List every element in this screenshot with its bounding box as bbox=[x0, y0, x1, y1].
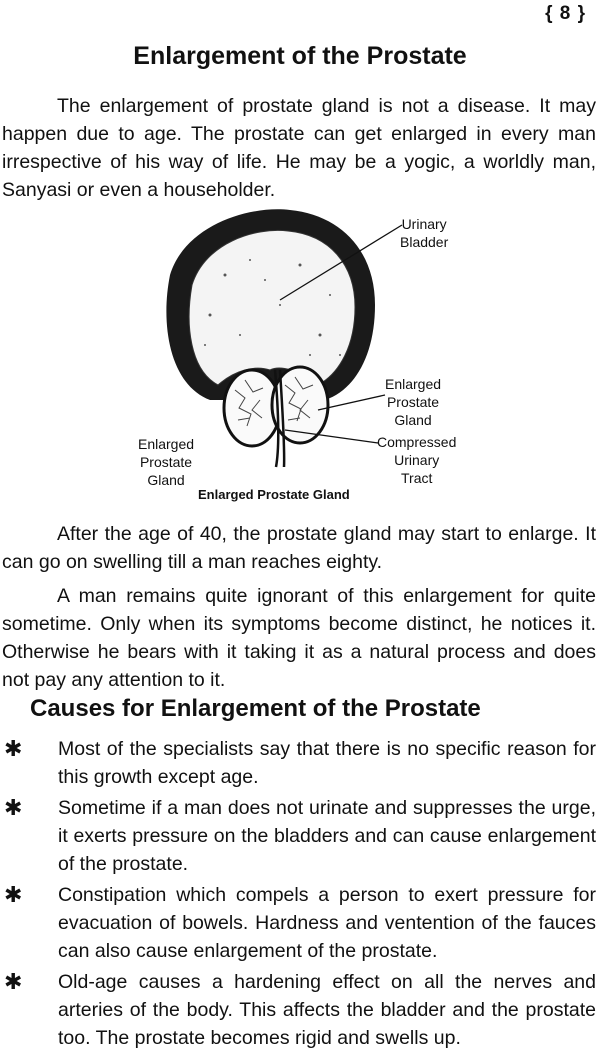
prostate-diagram bbox=[130, 205, 480, 510]
figure-caption: Enlarged Prostate Gland bbox=[198, 487, 350, 502]
label-line: Prostate bbox=[139, 454, 193, 470]
label-line: Prostate bbox=[386, 394, 440, 410]
list-item bbox=[0, 735, 600, 791]
label-line: Tract bbox=[401, 470, 433, 486]
label-enlarged-gland-right bbox=[385, 375, 441, 429]
label-line: Urinary bbox=[401, 216, 447, 232]
label-line: Enlarged bbox=[385, 376, 442, 392]
label-enlarged-gland-left bbox=[138, 435, 194, 489]
page-number: { 8 } bbox=[545, 3, 586, 24]
bladder-cavity bbox=[189, 230, 355, 385]
label-line: Enlarged bbox=[138, 436, 195, 452]
list-item bbox=[0, 968, 600, 1052]
list-item bbox=[0, 794, 600, 878]
label-line: Gland bbox=[394, 412, 432, 428]
label-line: Bladder bbox=[400, 234, 449, 250]
list-item bbox=[0, 881, 600, 965]
label-line: Gland bbox=[147, 472, 185, 488]
asterisk-bullet-icon: ✱ bbox=[4, 736, 23, 761]
ignorance-paragraph: A man remains quite ignorant of this enlargement for quite sometime. Only when its symptoms become distinct, he notices it. Otherwise he bears with it taking it as a natural process and does not pay any attention to it. bbox=[2, 585, 596, 691]
label-line: Compressed bbox=[377, 434, 457, 450]
asterisk-bullet-icon: ✱ bbox=[4, 969, 23, 994]
age-paragraph: After the age of 40, the prostate gland may start to enlarge. It can go on swelling till a man reaches eighty. bbox=[2, 523, 596, 573]
asterisk-bullet-icon: ✱ bbox=[4, 795, 23, 820]
list-item-text: Sometime if a man does not urinate and suppresses the urge, it exerts pressure on the bladders and can cause enlargement of the prostate. bbox=[58, 797, 596, 875]
label-line: Urinary bbox=[394, 452, 440, 468]
label-compressed-tract bbox=[377, 433, 456, 487]
label-urinary-bladder bbox=[400, 215, 448, 251]
asterisk-bullet-icon: ✱ bbox=[4, 882, 23, 907]
list-item-text: Old-age causes a hardening effect on all the nerves and arteries of the body. This affects the bladder and the prostate too. The prostate becomes rigid and swells up. bbox=[58, 971, 596, 1049]
causes-list bbox=[0, 735, 600, 1052]
list-item-text: Constipation which compels a person to exert pressure for evacuation of bowels. Hardness and ventention of the fauces can also cause enlargement of the prostate. bbox=[58, 884, 596, 962]
causes-heading: Causes for Enlargement of the Prostate bbox=[30, 695, 481, 722]
list-item-text: Most of the specialists say that there is no specific reason for this growth except age. bbox=[58, 738, 596, 788]
intro-paragraph: The enlargement of prostate gland is not a disease. It may happen due to age. The prostate can get enlarged in every man irrespective of his way of life. He may be a yogic, a worldly man, Sanyasi or even a householder. bbox=[2, 95, 596, 201]
page-title: Enlargement of the Prostate bbox=[133, 42, 467, 70]
